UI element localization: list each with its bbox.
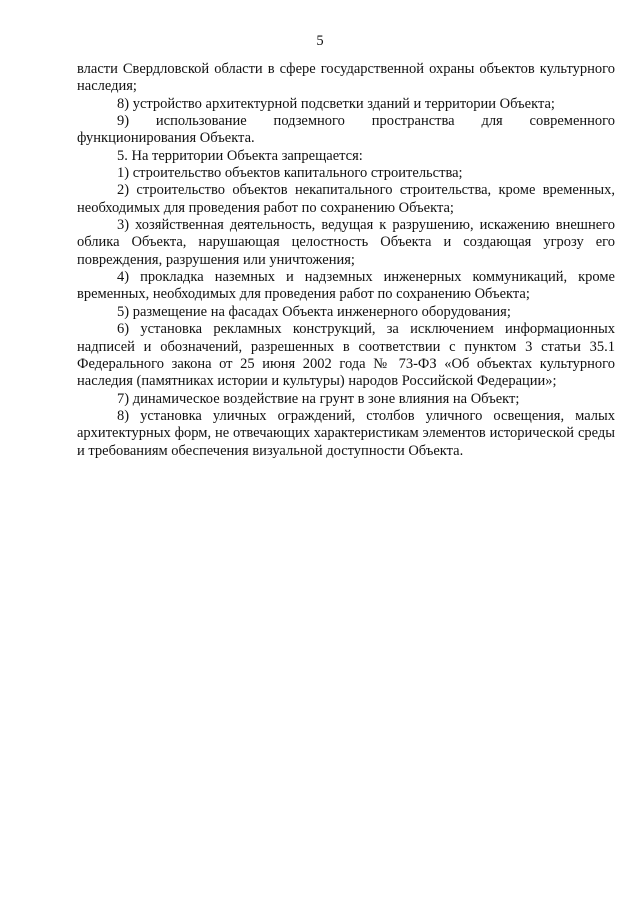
list-item-8-lighting: 8) устройство архитектурной подсветки зданий и территории Объекта; (117, 95, 555, 112)
prohibition-item-4: 4) прокладка наземных и надземных инженерных коммуникаций, кроме временных, необходимых для проведения работ по сохранению Объекта; (77, 269, 615, 303)
section-5-heading: 5. На территории Объекта запрещается: (117, 147, 363, 164)
prohibition-item-5: 5) размещение на фасадах Объекта инженерного оборудования; (117, 303, 511, 320)
prohibition-item-1: 1) строительство объектов капитального строительства; (117, 165, 463, 182)
prohibition-item-6: 6) установка рекламных конструкций, за исключением информационных надписей и обозначений, разрешенных в соответствии с пунктом 3 статьи 35.1 Федерального закона от 25 июня 2002 года № 73-ФЗ «Об объектах культурного наследия (памятниках истории и культуры) народов Российской Федерации»; (77, 321, 615, 390)
prohibition-item-7: 7) динамическое воздействие на грунт в зоне влияния на Объект; (117, 390, 520, 407)
prohibition-item-8: 8) установка уличных ограждений, столбов уличного освещения, малых архитектурных форм, не отвечающих характеристикам элементов исторической среды и требованиям обеспечения визуальной доступности Объекта. (77, 407, 615, 459)
page-number: 5 (316, 33, 324, 49)
list-item-9-underground: 9) использование подземного пространства для современного функционирования Объекта. (77, 113, 615, 147)
document-body (77, 61, 615, 460)
paragraph-continuation: власти Свердловской области в сфере государственной охраны объектов культурного наследия; (77, 61, 615, 95)
prohibition-item-2: 2) строительство объектов некапитального строительства, кроме временных, необходимых для проведения работ по сохранению Объекта; (77, 182, 615, 216)
prohibition-item-3: 3) хозяйственная деятельность, ведущая к разрушению, искажению внешнего облика Объекта, нарушающая целостность Объекта и создающая угрозу его повреждения, разрушения или уничтожения; (77, 217, 615, 268)
